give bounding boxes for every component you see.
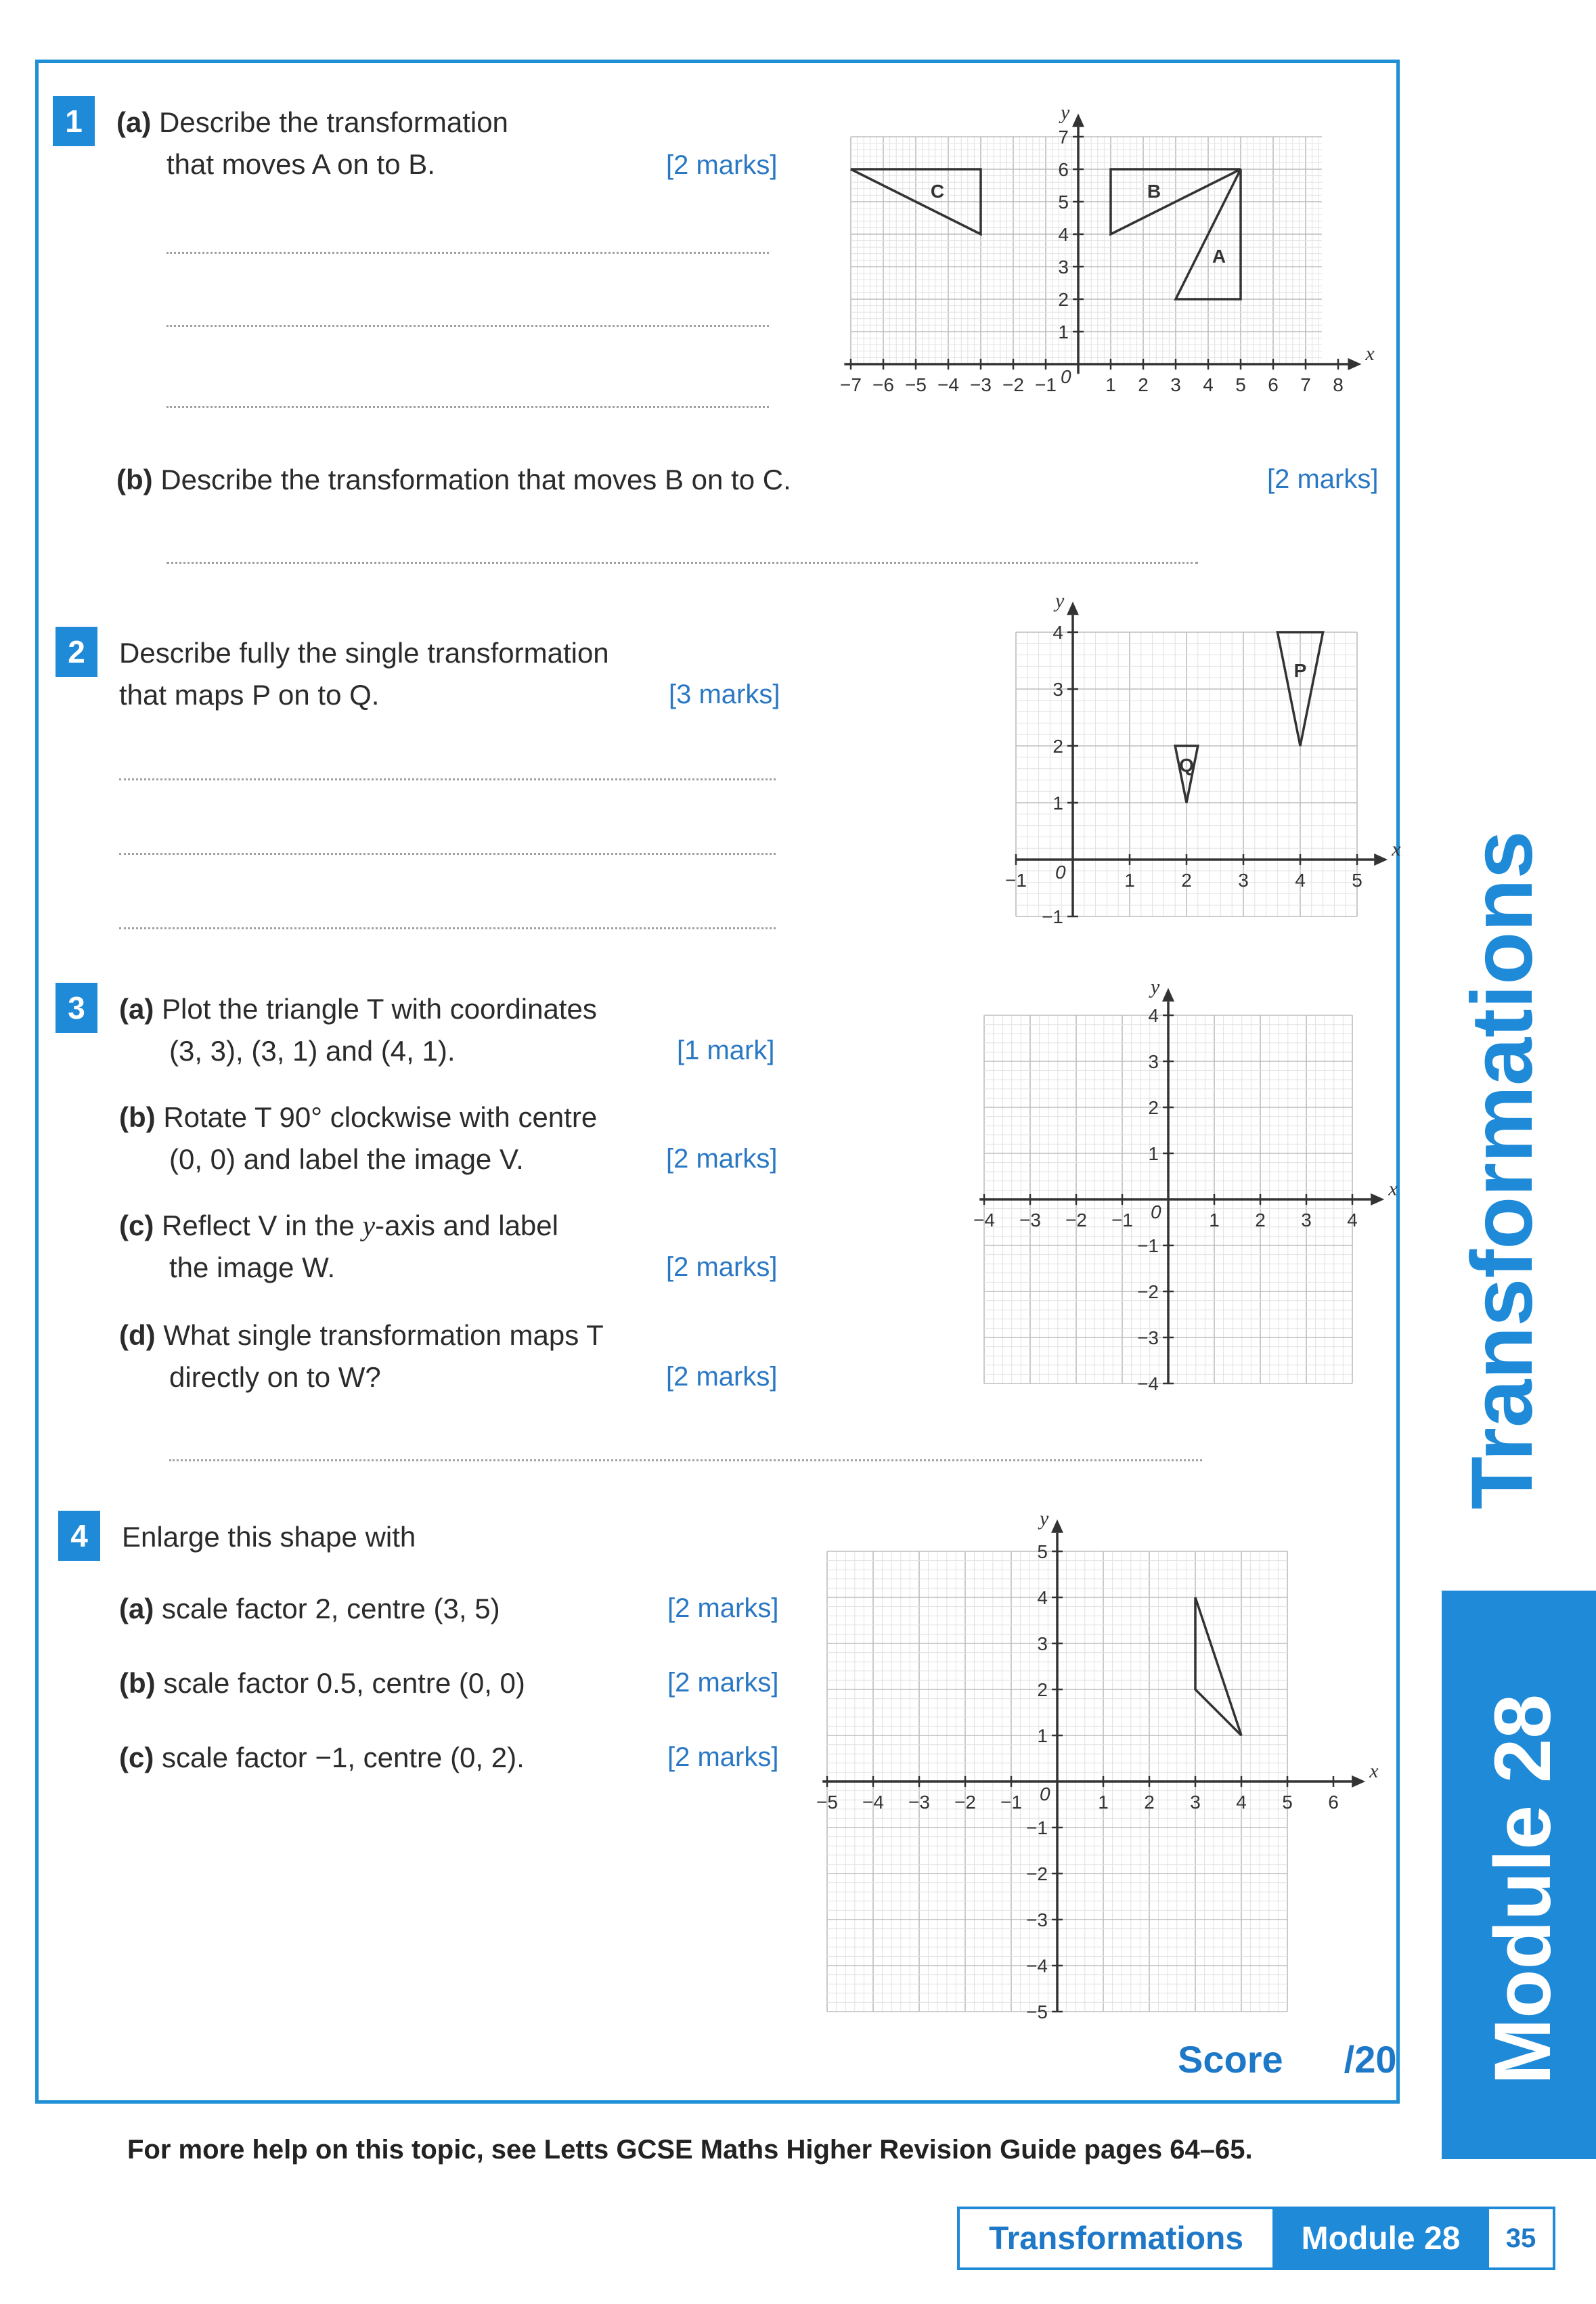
q3d-answer-line[interactable] (169, 1459, 1202, 1461)
q1a-line2: that moves A on to B. (167, 148, 435, 180)
x-tick-label: −2 (1065, 1210, 1087, 1231)
q4c-marks: [2 marks] (667, 1742, 779, 1772)
x-tick-label: 3 (1170, 374, 1181, 395)
q3b-marks: [2 marks] (666, 1144, 778, 1174)
q2-answer-line-2[interactable] (119, 853, 776, 855)
y-tick-label: 2 (1037, 1679, 1048, 1700)
q1a-answer-line-1[interactable] (167, 252, 769, 254)
q4b-label: (b) (119, 1667, 156, 1699)
shape-label-c: C (930, 181, 945, 202)
q1-grid (840, 95, 1406, 406)
q3a-marks: [1 mark] (677, 1036, 775, 1065)
y-axis-arrow (1051, 1520, 1063, 1533)
y-tick-label: 6 (1058, 158, 1069, 180)
x-tick-label: 5 (1282, 1792, 1293, 1813)
q2-line2: that maps P on to Q. (119, 679, 380, 711)
q3a-line2: (3, 3), (3, 1) and (4, 1). (169, 1035, 456, 1067)
x-tick-label: 2 (1138, 374, 1149, 395)
q3c-line1 (119, 1205, 558, 1247)
y-axis-label: y (1055, 589, 1065, 612)
q1b-marks: [2 marks] (1267, 464, 1379, 494)
y-tick-label: 4 (1148, 1004, 1159, 1026)
q4c-text: scale factor −1, centre (0, 2). (162, 1742, 525, 1773)
y-tick-label: 2 (1052, 735, 1063, 757)
x-axis-arrow (1348, 358, 1361, 370)
y-tick-label: 1 (1052, 792, 1063, 814)
q3c-line2: the image W. (169, 1251, 336, 1283)
q4b-line (119, 1662, 525, 1704)
question-1-number: 1 (53, 96, 95, 146)
x-axis-label: x (1388, 1178, 1398, 1200)
q1b-answer-line[interactable] (167, 562, 1198, 564)
footer-module: Module 28 (1272, 2209, 1489, 2267)
q4-intro: Enlarge this shape with (122, 1521, 416, 1553)
q2-answer-line-3[interactable] (119, 927, 776, 929)
q3a-label: (a) (119, 993, 154, 1025)
x-axis-arrow (1374, 854, 1388, 866)
x-tick-label: 3 (1301, 1210, 1312, 1231)
q1a-marks: [2 marks] (666, 150, 778, 180)
y-tick-label: 3 (1058, 256, 1069, 278)
y-tick-label: −3 (1137, 1327, 1159, 1348)
q4b-marks: [2 marks] (667, 1668, 779, 1698)
q3b-line1 (119, 1096, 597, 1138)
q4c-label: (c) (119, 1742, 154, 1773)
x-tick-label: −1 (1035, 374, 1057, 395)
x-tick-label: −1 (1000, 1792, 1022, 1813)
y-tick-label: −4 (1026, 1955, 1048, 1976)
footer-page-number: 35 (1505, 2223, 1536, 2253)
q3d-text1: What single transformation maps T (163, 1319, 604, 1351)
q3c-text1: Reflect V in the (162, 1210, 363, 1241)
x-tick-label: 6 (1268, 374, 1279, 395)
q1a-label: (a) (116, 106, 152, 138)
x-tick-label: −4 (973, 1210, 995, 1231)
x-tick-label: 5 (1235, 374, 1246, 395)
x-tick-label: 1 (1098, 1792, 1109, 1813)
shape-label-q: Q (1179, 755, 1194, 776)
q3d-line1 (119, 1314, 604, 1356)
x-tick-label: 1 (1105, 374, 1116, 395)
q3b-text1: Rotate T 90° clockwise with centre (163, 1101, 598, 1133)
y-axis-label: y (1040, 1507, 1049, 1530)
q4a-line (119, 1588, 500, 1630)
x-tick-label: −2 (954, 1792, 976, 1813)
score-label: Score (1178, 2038, 1283, 2081)
question-3-number: 3 (56, 983, 97, 1033)
x-tick-label: −6 (872, 374, 894, 395)
y-tick-label: 3 (1052, 678, 1063, 700)
q2-answer-line-1[interactable] (119, 778, 776, 780)
x-tick-label: −7 (840, 374, 862, 395)
y-tick-label: 4 (1037, 1587, 1048, 1608)
x-axis-arrow (1352, 1775, 1365, 1788)
y-tick-label: −1 (1042, 906, 1063, 927)
triangle-shape (1195, 1597, 1241, 1735)
y-tick-label: 1 (1148, 1143, 1159, 1164)
y-axis-label: y (1151, 975, 1160, 998)
q1b-label: (b) (116, 464, 153, 495)
x-tick-label: −5 (905, 374, 927, 395)
q4a-label: (a) (119, 1593, 154, 1624)
y-tick-label: 1 (1037, 1725, 1048, 1746)
q1a-answer-line-2[interactable] (167, 325, 769, 327)
side-module: Module 28 (1478, 1694, 1568, 2085)
y-axis-arrow (1067, 602, 1079, 615)
y-tick-label: −2 (1026, 1863, 1048, 1884)
origin-label: 0 (1151, 1201, 1161, 1222)
question-2-number: 2 (56, 627, 97, 677)
q3-grid[interactable] (975, 977, 1408, 1397)
help-text: For more help on this topic, see Letts GCSE Maths Higher Revision Guide pages 64–65. (127, 2135, 1253, 2165)
x-tick-label: 3 (1238, 870, 1249, 891)
x-tick-label: 4 (1203, 374, 1214, 395)
q3c-var: y (362, 1211, 376, 1242)
y-tick-label: 2 (1058, 288, 1069, 310)
y-tick-label: 2 (1148, 1096, 1159, 1118)
x-tick-label: 2 (1255, 1210, 1266, 1231)
y-axis-arrow (1072, 114, 1084, 127)
q3b-label: (b) (119, 1101, 156, 1133)
x-tick-label: −1 (1005, 870, 1027, 891)
y-tick-label: −5 (1026, 2001, 1048, 2022)
q3c-label: (c) (119, 1210, 154, 1241)
x-tick-label: 8 (1333, 374, 1344, 395)
x-tick-label: 4 (1236, 1792, 1247, 1813)
q3c-marks: [2 marks] (666, 1252, 778, 1282)
x-tick-label: −4 (937, 374, 959, 395)
x-tick-label: 3 (1190, 1792, 1201, 1813)
footer-bar (957, 2207, 1555, 2270)
question-4-number: 4 (58, 1511, 100, 1561)
footer-topic: Transformations (988, 2220, 1244, 2257)
y-tick-label: −1 (1026, 1817, 1048, 1838)
q1b-line (116, 459, 791, 501)
score-total: /20 (1344, 2038, 1397, 2081)
x-tick-label: 1 (1124, 870, 1135, 891)
q3c-text2: -axis and label (375, 1210, 558, 1241)
q3a-line1 (119, 988, 597, 1030)
q4a-text: scale factor 2, centre (3, 5) (162, 1593, 500, 1624)
y-tick-label: 1 (1058, 321, 1069, 342)
q1a-line1 (116, 102, 508, 143)
q4b-text: scale factor 0.5, centre (0, 0) (163, 1667, 525, 1699)
y-axis-label: y (1061, 101, 1070, 124)
x-tick-label: 7 (1300, 374, 1311, 395)
score (1178, 2037, 1397, 2081)
y-axis-arrow (1162, 988, 1174, 1002)
y-tick-label: 4 (1058, 223, 1069, 245)
y-tick-label: 5 (1058, 191, 1069, 213)
q1b-text: Describe the transformation that moves B on to C. (160, 464, 791, 495)
q3d-line2: directly on to W? (169, 1361, 381, 1393)
q4c-line (119, 1737, 525, 1779)
x-tick-label: −3 (1019, 1210, 1041, 1231)
shape-label-a: A (1212, 246, 1226, 267)
x-axis-label: x (1392, 838, 1401, 860)
origin-label: 0 (1055, 862, 1066, 883)
y-tick-label: 4 (1052, 621, 1063, 643)
x-tick-label: 1 (1209, 1210, 1220, 1231)
x-tick-label: −3 (908, 1792, 930, 1813)
shape-label-p: P (1293, 660, 1307, 681)
origin-label: 0 (1061, 366, 1071, 387)
q3d-marks: [2 marks] (666, 1362, 778, 1392)
q4a-marks: [2 marks] (667, 1593, 779, 1623)
q4-grid[interactable] (812, 1507, 1394, 2031)
y-tick-label: −1 (1137, 1235, 1159, 1256)
y-tick-label: 3 (1037, 1633, 1048, 1654)
x-tick-label: −4 (862, 1792, 884, 1813)
q2-line1: Describe fully the single transformation (119, 637, 609, 669)
y-tick-label: −3 (1026, 1909, 1048, 1930)
x-axis-label: x (1369, 1760, 1379, 1782)
q3a-text1: Plot the triangle T with coordinates (162, 993, 597, 1025)
x-axis-arrow (1371, 1193, 1384, 1205)
x-tick-label: 5 (1352, 870, 1362, 891)
x-axis-label: x (1365, 342, 1375, 365)
x-tick-label: 4 (1295, 870, 1306, 891)
x-tick-label: −5 (816, 1792, 838, 1813)
x-tick-label: 2 (1181, 870, 1192, 891)
x-tick-label: 4 (1347, 1210, 1358, 1231)
shape-label-b: B (1147, 181, 1161, 202)
y-tick-label: −4 (1137, 1373, 1159, 1394)
y-tick-label: 7 (1058, 126, 1069, 148)
y-tick-label: −2 (1137, 1281, 1159, 1302)
x-tick-label: −2 (1002, 374, 1024, 395)
x-tick-label: −3 (970, 374, 992, 395)
q1a-answer-line-3[interactable] (167, 406, 769, 408)
q3b-line2: (0, 0) and label the image V. (169, 1143, 524, 1175)
y-tick-label: 3 (1148, 1050, 1159, 1072)
x-tick-label: 2 (1144, 1792, 1155, 1813)
y-tick-label: 5 (1037, 1541, 1048, 1562)
x-tick-label: 6 (1328, 1792, 1339, 1813)
side-title: Transformations (1454, 830, 1551, 1509)
q1a-text1: Describe the transformation (159, 106, 508, 138)
q2-grid (981, 586, 1415, 925)
origin-label: 0 (1040, 1784, 1050, 1804)
x-tick-label: −1 (1111, 1210, 1133, 1231)
q2-marks: [3 marks] (669, 680, 780, 709)
q3d-label: (d) (119, 1319, 156, 1351)
